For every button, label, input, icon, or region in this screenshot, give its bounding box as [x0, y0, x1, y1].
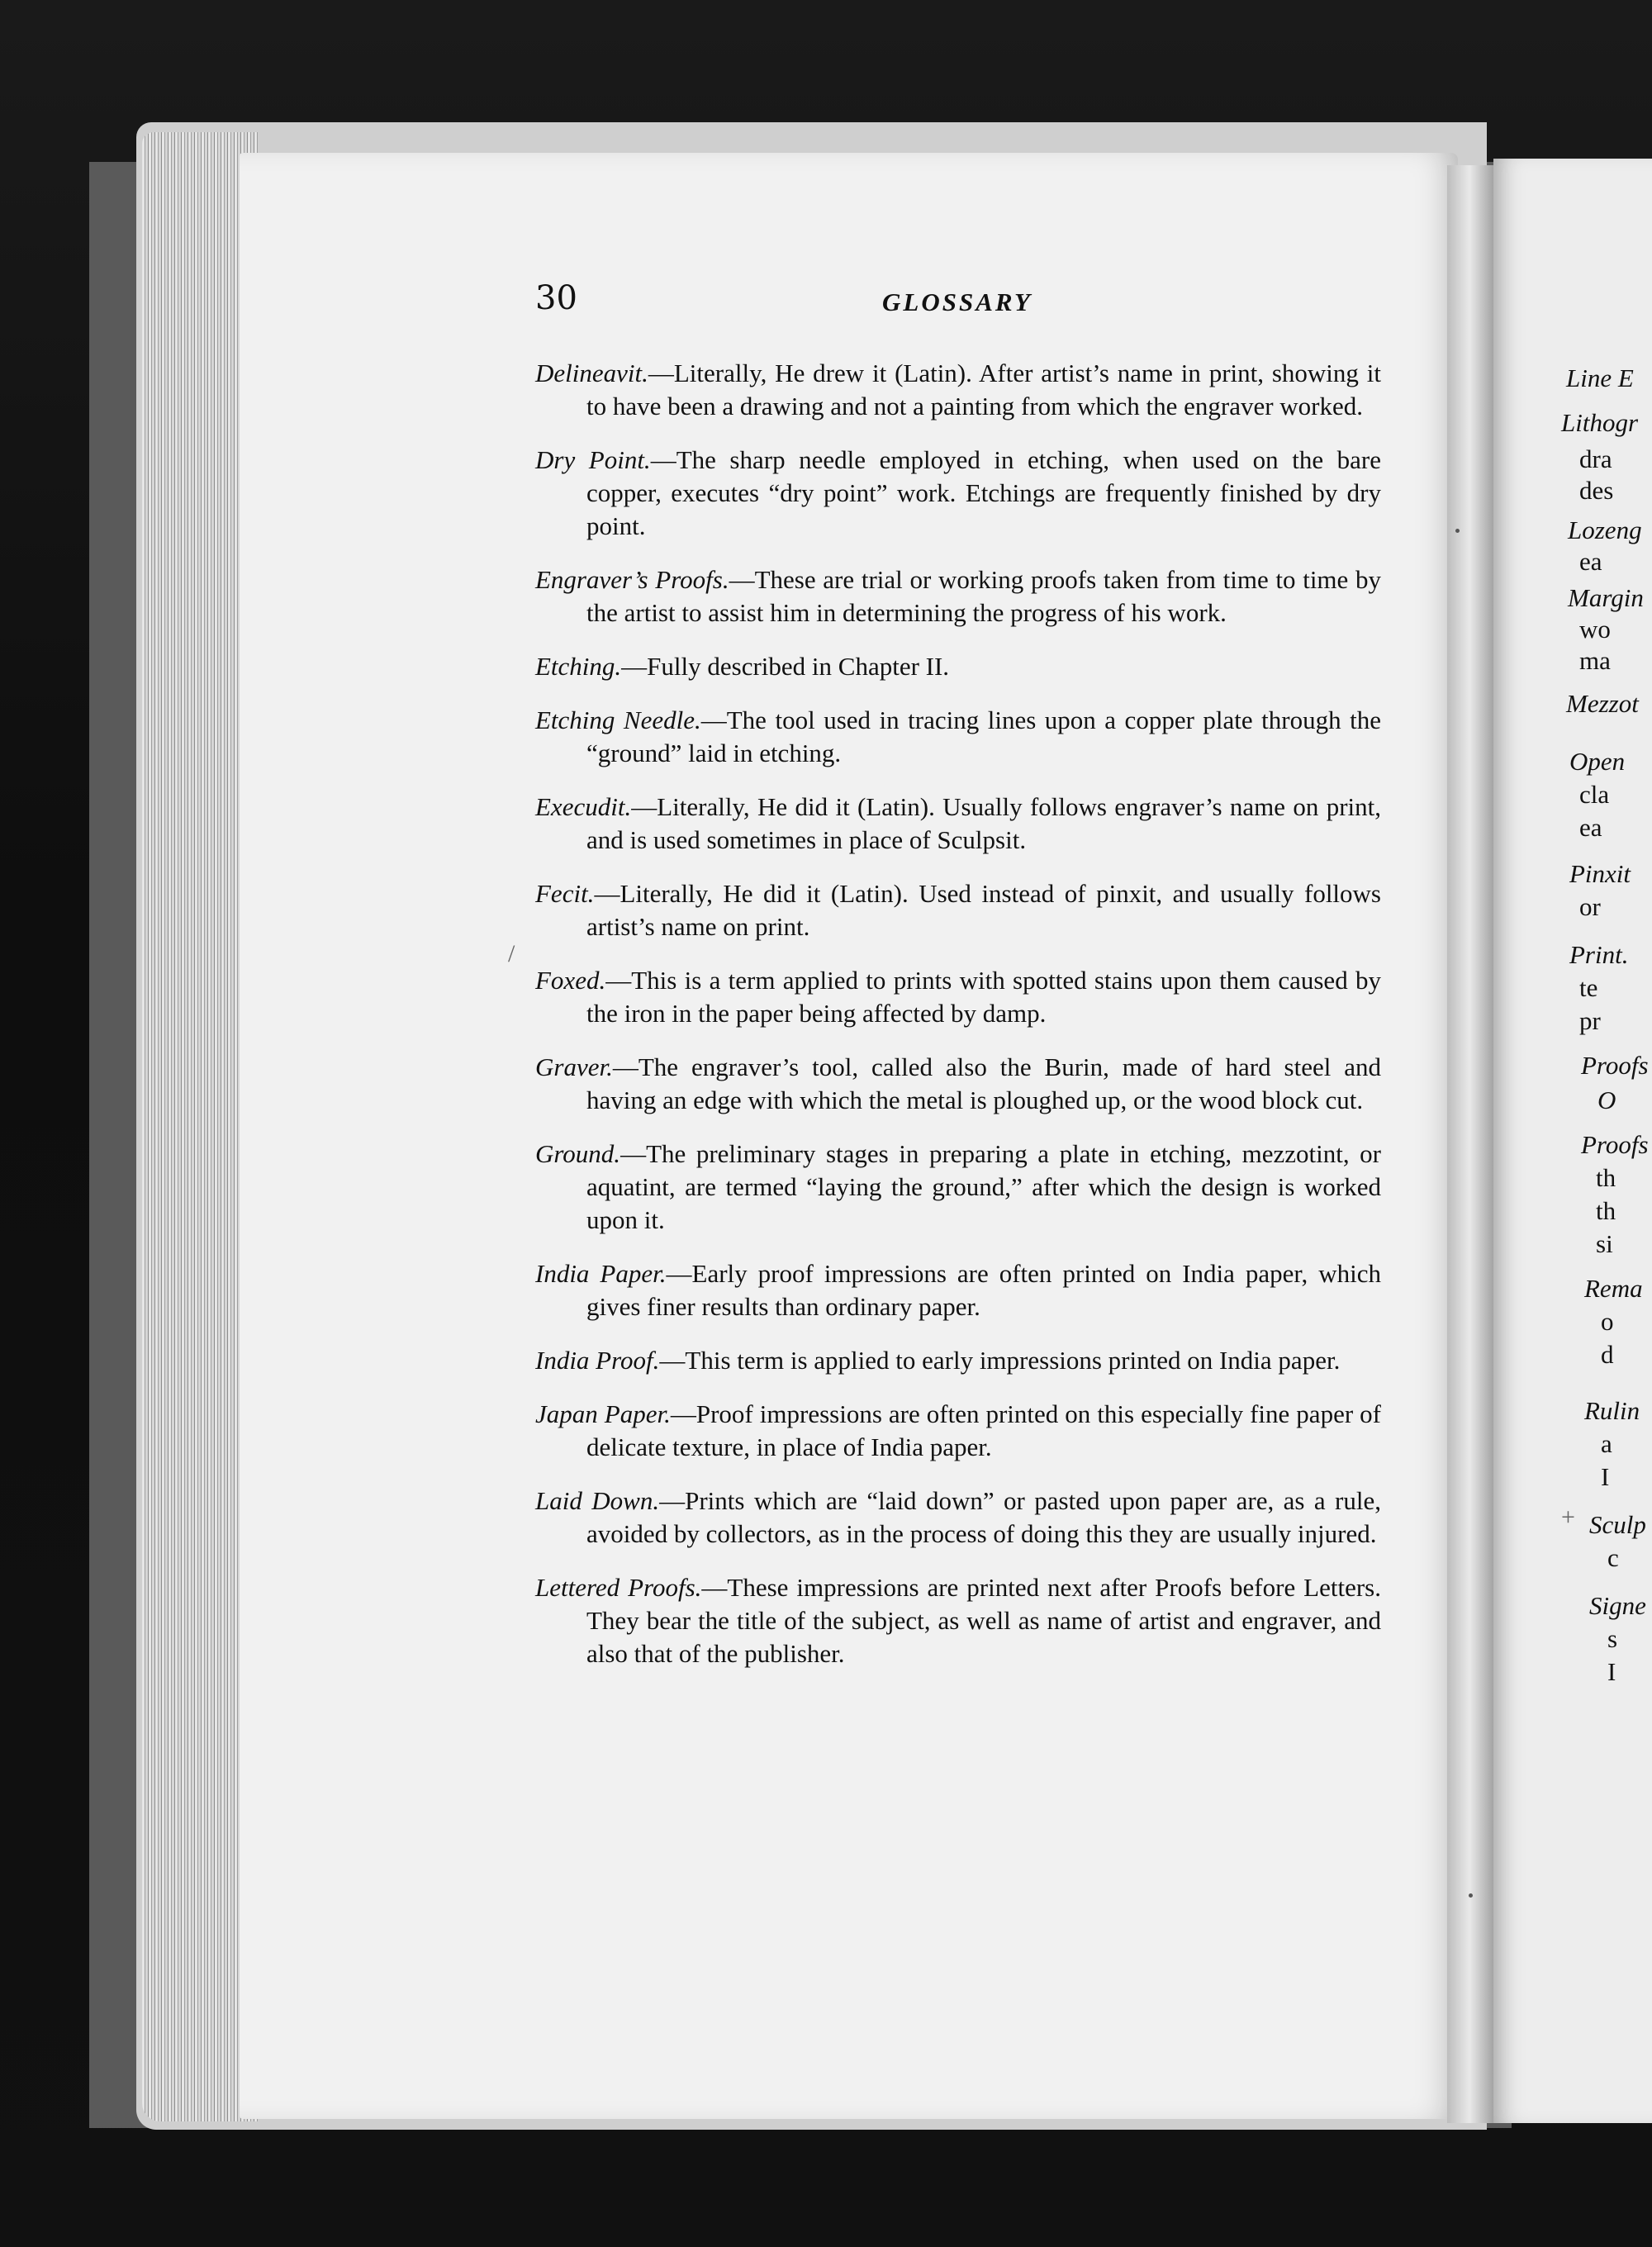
facing-page-fragment: Proofs: [1581, 1130, 1649, 1159]
entry-definition: —These impressions are printed next after Proofs before Letters. They bear the title of the subject, as well as name of artist and engraver, and also that of the publisher.: [586, 1573, 1381, 1668]
speck: [1469, 1893, 1473, 1898]
facing-page-fragment: ma: [1579, 646, 1611, 675]
facing-page-fragment: I: [1601, 1462, 1610, 1491]
facing-page-fragment: wo: [1579, 615, 1611, 644]
entry-definition: —Literally, He drew it (Latin). After artist’s name in print, showing it to have been a drawing and not a painting from which the engraver worked.: [586, 359, 1381, 420]
facing-page-fragment: th: [1596, 1163, 1616, 1192]
glossary-entry: [535, 650, 1381, 683]
entry-definition: —This term is applied to early impressions printed on India paper.: [659, 1346, 1341, 1375]
facing-page-fragment: cla: [1579, 780, 1610, 809]
entry-term: Laid Down.: [535, 1486, 660, 1515]
facing-page-fragment: c: [1607, 1543, 1619, 1572]
speck: [1455, 529, 1460, 533]
entry-definition: —Early proof impressions are often printed on India paper, which gives finer results than ordinary paper.: [586, 1259, 1382, 1321]
page-header: [535, 279, 1381, 329]
glossary-entry: [535, 1398, 1381, 1464]
facing-page-fragment: Mezzot: [1566, 689, 1639, 718]
facing-page-fragment: Signe: [1589, 1591, 1646, 1620]
facing-page-fragment: te: [1579, 973, 1598, 1002]
facing-page-fragment: Rulin: [1584, 1396, 1640, 1425]
pencil-mark: +: [1561, 1504, 1575, 1531]
entry-definition: —Fully described in Chapter II.: [621, 652, 950, 681]
facing-page-fragment: des: [1579, 476, 1614, 505]
glossary-entry: [535, 791, 1381, 857]
facing-page-fragment: ea: [1579, 547, 1602, 576]
facing-page-fragment: Sculp: [1589, 1510, 1646, 1539]
glossary-entry: [535, 357, 1381, 423]
facing-page-fragment: or: [1579, 892, 1601, 921]
entry-definition: —The engraver’s tool, called also the Burin, made of hard steel and having an edge with which the metal is ploughed up, or the wood block cut.: [586, 1052, 1381, 1114]
entry-definition: —The preliminary stages in preparing a plate in etching, mezzotint, or aquatint, are termed “laying the ground,” after which the design is worked upon it.: [586, 1139, 1381, 1234]
entry-term: Etching Needle.: [535, 705, 701, 734]
facing-page-fragment: si: [1596, 1229, 1613, 1258]
facing-page: [1493, 159, 1652, 2123]
facing-page-fragment: Print.: [1569, 940, 1629, 969]
glossary-entry: [535, 1571, 1381, 1670]
entry-term: Graver.: [535, 1052, 613, 1081]
facing-page-fragment: a: [1601, 1429, 1612, 1458]
facing-page-fragment: I: [1607, 1657, 1616, 1686]
glossary-entry: [535, 1138, 1381, 1237]
entry-term: Delineavit.: [535, 359, 648, 387]
facing-page-fragment: dra: [1579, 444, 1612, 473]
glossary-entry: [535, 704, 1381, 770]
facing-page-fragment: Pinxit: [1569, 859, 1631, 888]
facing-page-fragment: Lozeng: [1568, 515, 1642, 544]
page-number: 30: [535, 279, 577, 317]
entry-term: Execudit.: [535, 792, 632, 821]
glossary-entry: [535, 877, 1381, 943]
facing-page-fragment: th: [1596, 1196, 1616, 1225]
entry-definition: —Literally, He did it (Latin). Used instead of pinxit, and usually follows artist’s name on print.: [586, 879, 1381, 941]
facing-page-fragment: ea: [1579, 813, 1602, 842]
running-head: GLOSSARY: [882, 287, 1032, 316]
glossary-entry: [535, 1257, 1381, 1323]
facing-page-fragment: d: [1601, 1340, 1614, 1369]
glossary-entry: [535, 1051, 1381, 1117]
facing-page-fragment: Rema: [1584, 1274, 1643, 1303]
facing-page-fragment: pr: [1579, 1006, 1601, 1035]
pencil-mark: /: [508, 940, 515, 967]
entry-definition: —The tool used in tracing lines upon a copper plate through the “ground” laid in etching.: [586, 705, 1381, 767]
facing-page-fragment: Line E: [1566, 363, 1634, 392]
facing-page-fragment: Lithogr: [1561, 408, 1639, 437]
entry-definition: —This is a term applied to prints with spotted stains upon them caused by the iron in the paper being affected by damp.: [586, 966, 1381, 1028]
facing-page-fragment: s: [1607, 1624, 1618, 1653]
facing-page-fragment: o: [1601, 1307, 1614, 1336]
entry-definition: —Literally, He did it (Latin). Usually follows engraver’s name on print, and is used sometimes in place of Sculpsit.: [586, 792, 1381, 854]
entry-term: India Proof.: [535, 1346, 660, 1375]
entry-definition: —The sharp needle employed in etching, when used on the bare copper, executes “dry point” work. Etchings are frequently finished by dry point.: [586, 445, 1381, 540]
entry-term: Dry Point.: [535, 445, 651, 474]
book-gutter: [1447, 165, 1497, 2123]
glossary-entry: [535, 964, 1381, 1030]
entry-definition: —These are trial or working proofs taken from time to time by the artist to assist him in determining the progress of his work.: [586, 565, 1381, 627]
entry-definition: —Prints which are “laid down” or pasted upon paper are, as a rule, avoided by collectors, as in the process of doing this they are usually injured.: [586, 1486, 1381, 1548]
facing-page-fragment: O: [1597, 1085, 1616, 1114]
entry-term: Etching.: [535, 652, 622, 681]
entry-term: Japan Paper.: [535, 1399, 671, 1428]
entry-definition: —Proof impressions are often printed on this especially fine paper of delicate texture, in place of India paper.: [586, 1399, 1381, 1461]
entry-term: Ground.: [535, 1139, 621, 1168]
glossary-entry: [535, 563, 1381, 629]
glossary-entry: [535, 444, 1381, 543]
glossary-entry: [535, 1485, 1381, 1551]
facing-page-fragments: [1493, 159, 1652, 2123]
facing-page-fragment: Proofs: [1581, 1051, 1649, 1080]
facing-page-fragment: Open: [1569, 747, 1626, 776]
glossary-entries: [535, 357, 1381, 1691]
entry-term: India Paper.: [535, 1259, 667, 1288]
glossary-entry: [535, 1344, 1381, 1377]
entry-term: Fecit.: [535, 879, 595, 908]
entry-term: Engraver’s Proofs.: [535, 565, 729, 594]
entry-term: Lettered Proofs.: [535, 1573, 702, 1602]
facing-page-fragment: Margin: [1568, 583, 1644, 612]
entry-term: Foxed.: [535, 966, 606, 995]
